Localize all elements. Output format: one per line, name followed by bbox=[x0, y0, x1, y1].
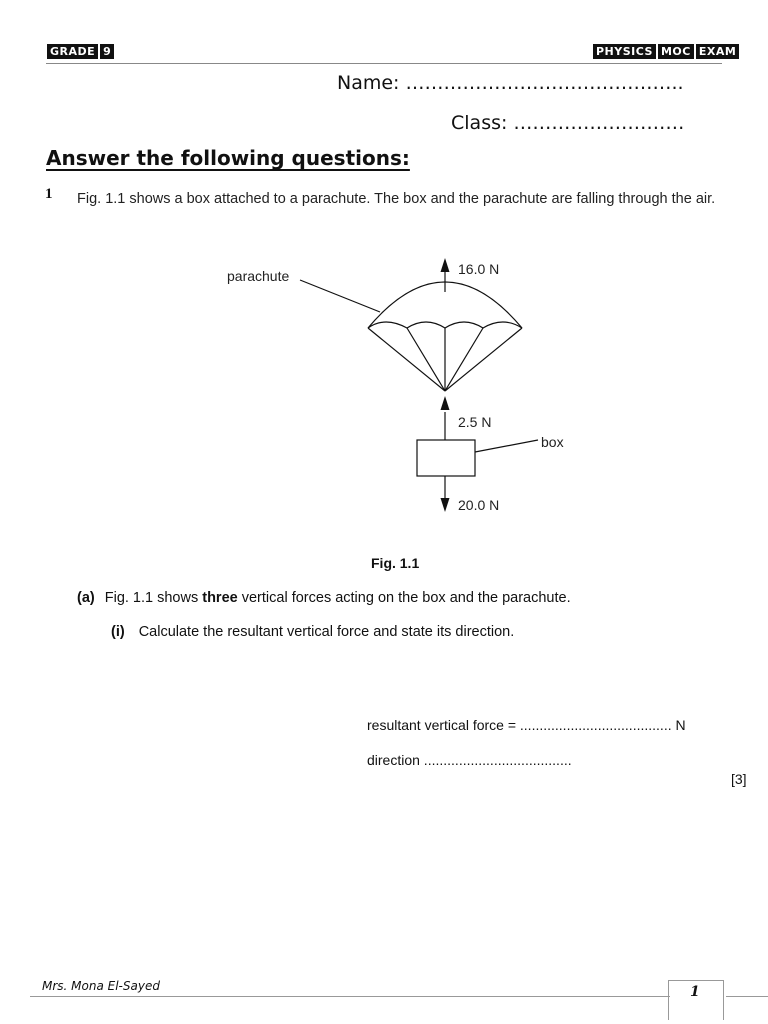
shroud-line-1 bbox=[368, 328, 445, 391]
question-text: Fig. 1.1 shows a box attached to a parachute. The box and the parachute are falling through the air. bbox=[77, 191, 716, 207]
part-i-label: (i) bbox=[111, 624, 125, 640]
question-number: 1 bbox=[45, 186, 53, 202]
section-heading: Answer the following questions: bbox=[46, 146, 410, 170]
part-a-bold: three bbox=[202, 590, 238, 606]
parachute-label: parachute bbox=[227, 268, 290, 284]
force-label-16: 16.0 N bbox=[458, 261, 500, 277]
box-label: box bbox=[541, 434, 564, 450]
part-a bbox=[77, 590, 571, 606]
part-i bbox=[111, 624, 514, 640]
grade-tag-number: 9 bbox=[100, 44, 114, 59]
part-a-label: (a) bbox=[77, 590, 95, 606]
direction-answer-line[interactable]: direction ...................................... bbox=[367, 752, 572, 768]
arrowhead-box bbox=[441, 396, 450, 410]
name-field: Name: …………………………………….. bbox=[337, 72, 684, 94]
subject-tag-exam: EXAM bbox=[696, 44, 739, 59]
shroud-line-5 bbox=[445, 328, 522, 391]
figure-caption: Fig. 1.1 bbox=[371, 555, 420, 571]
parachute-scallops bbox=[368, 322, 522, 328]
footer-divider-right bbox=[726, 996, 768, 997]
shroud-line-2 bbox=[407, 328, 445, 391]
parachute-leader bbox=[300, 280, 380, 312]
shroud-line-4 bbox=[445, 328, 483, 391]
marks-indicator: [3] bbox=[731, 771, 747, 787]
subject-tag-moc: MOC bbox=[658, 44, 694, 59]
part-a-text-before: Fig. 1.1 shows bbox=[104, 590, 203, 606]
part-i-text: Calculate the resultant vertical force and state its direction. bbox=[138, 624, 515, 640]
arrowhead-top bbox=[441, 258, 450, 272]
class-field: Class: ……………………… bbox=[451, 112, 685, 134]
subject-tag-physics: PHYSICS bbox=[593, 44, 656, 59]
grade-tag-word: GRADE bbox=[47, 44, 98, 59]
footer-divider bbox=[30, 996, 670, 997]
box-leader bbox=[475, 440, 538, 452]
author-name: Mrs. Mona El-Sayed bbox=[42, 979, 160, 993]
arrowhead-down bbox=[441, 498, 450, 512]
page-number: 1 bbox=[690, 984, 700, 1000]
resultant-force-answer-line[interactable]: resultant vertical force = ....................................... N bbox=[367, 717, 686, 733]
force-label-2-5: 2.5 N bbox=[458, 414, 492, 430]
box-shape bbox=[417, 440, 475, 476]
part-a-text-after: vertical forces acting on the box and the parachute. bbox=[237, 590, 571, 606]
force-label-20: 20.0 N bbox=[458, 497, 500, 513]
